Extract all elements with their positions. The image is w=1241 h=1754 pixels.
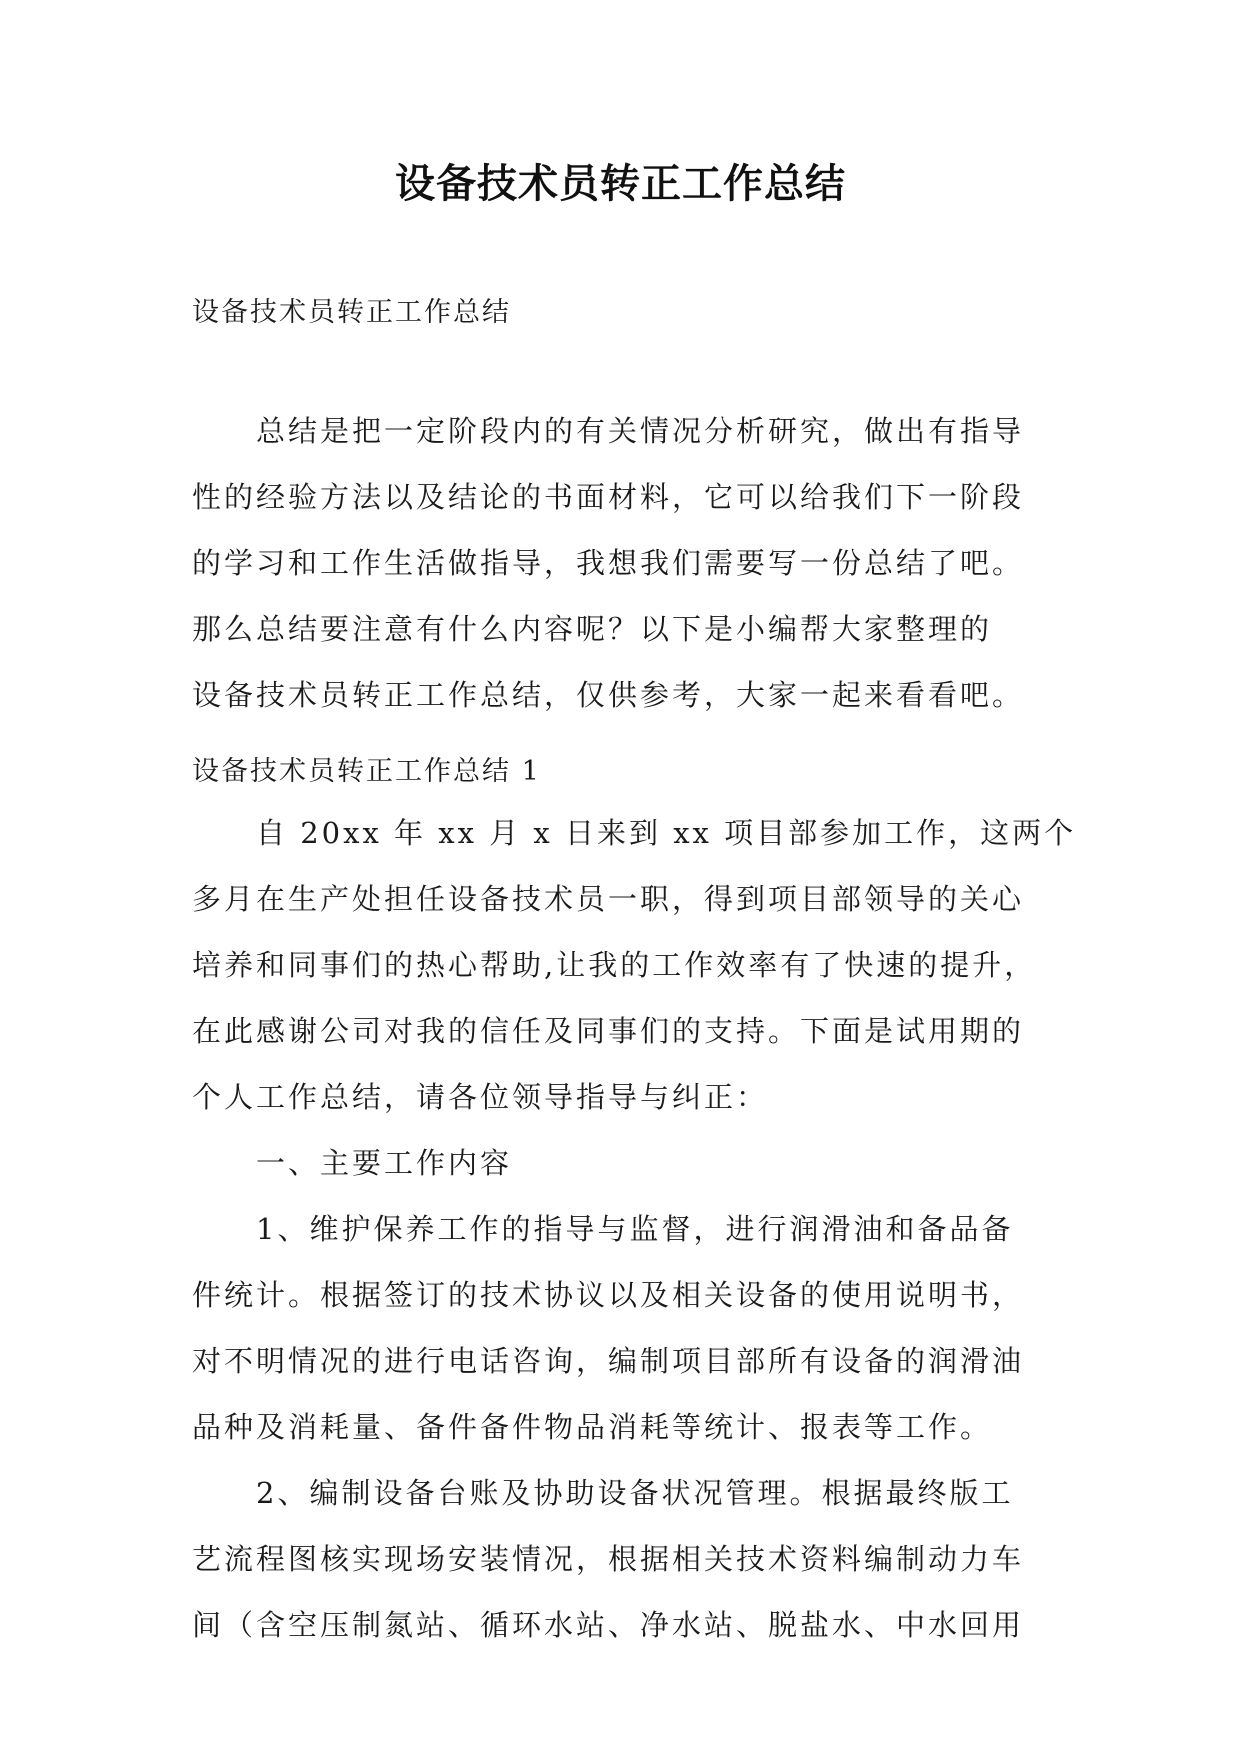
paragraph-line: 那么总结要注意有什么内容呢？以下是小编帮大家整理的: [192, 612, 993, 646]
paragraph-line: 艺流程图核实现场安装情况，根据相关技术资料编制动力车: [192, 1542, 1025, 1576]
section-body: [192, 800, 1077, 1658]
paragraph-line: 2、编制设备台账及协助设备状况管理。根据最终版工: [256, 1476, 1014, 1510]
paragraph-line: 多月在生产处担任设备技术员一职，得到项目部领导的关心: [192, 882, 1025, 916]
paragraph-line: 间（含空压制氮站、循环水站、净水站、脱盐水、中水回用: [192, 1608, 1025, 1642]
document-subtitle: 设备技术员转正工作总结: [192, 297, 511, 328]
paragraph-line: 培养和同事们的热心帮助,让我的工作效率有了快速的提升，: [192, 948, 1037, 982]
paragraph-line: 个人工作总结，请各位领导指导与纠正：: [192, 1080, 769, 1114]
paragraph-line: 件统计。根据签订的技术协议以及相关设备的使用说明书，: [192, 1278, 1025, 1312]
paragraph-line: 在此感谢公司对我的信任及同事们的支持。下面是试用期的: [192, 1014, 1025, 1048]
subsection-heading: 一、主要工作内容: [256, 1146, 513, 1180]
paragraph-line: 性的经验方法以及结论的书面材料，它可以给我们下一阶段: [192, 480, 1025, 514]
paragraph-line: 对不明情况的进行电话咨询，编制项目部所有设备的润滑油: [192, 1344, 1025, 1378]
paragraph-line: 设备技术员转正工作总结，仅供参考，大家一起来看看吧。: [192, 678, 1025, 712]
paragraph-line: 自 20xx 年 xx 月 x 日来到 xx 项目部参加工作，这两个: [256, 816, 1077, 850]
section-heading: 设备技术员转正工作总结 1: [192, 756, 541, 787]
paragraph-line: 1、维护保养工作的指导与监督，进行润滑油和备品备: [256, 1212, 1014, 1246]
document-title: 设备技术员转正工作总结: [395, 160, 846, 207]
paragraph-line: 的学习和工作生活做指导，我想我们需要写一份总结了吧。: [192, 546, 1025, 580]
intro-paragraph: [192, 398, 1062, 728]
paragraph-line: 总结是把一定阶段内的有关情况分析研究，做出有指导: [256, 414, 1025, 448]
paragraph-line: 品种及消耗量、备件备件物品消耗等统计、报表等工作。: [192, 1410, 993, 1444]
